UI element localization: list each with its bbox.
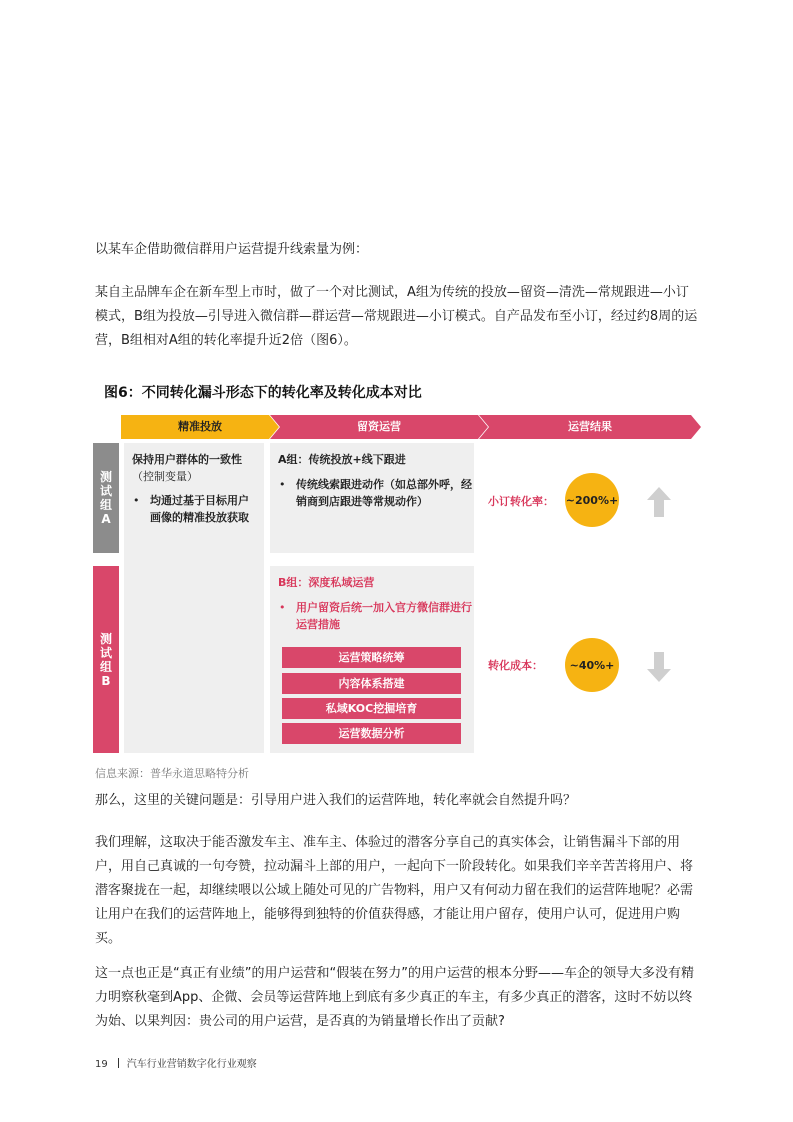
stage-label: 运营结果 — [568, 420, 612, 433]
action-bar-content: 内容体系搭建 — [282, 673, 461, 694]
case-paragraph: 某自主品牌车企在新车型上市时，做了一个对比测试，A组为传统的投放—留资—清洗—常规跟进—小订模式，B组为投放—引导进入微信群—群运营—常规跟进—小订模式。自产品发布至小订，经过约8周的运营，B组相对A组的转化率提升近2倍（图6）。 — [95, 285, 698, 348]
column1-bullet: 均通过基于目标用户画像的精准投放获取 — [150, 494, 249, 524]
result-a-label: 小订转化率： — [488, 495, 554, 508]
targeting-panel — [124, 443, 264, 753]
footer-title: 汽车行业营销数字化行业观察 — [126, 1059, 257, 1070]
footer-divider — [118, 1058, 119, 1068]
action-bar-koc: 私域KOC挖掘培育 — [282, 698, 461, 719]
group-b-label-text: 测试组B — [99, 631, 112, 688]
stage-label: 精准投放 — [178, 420, 222, 433]
result-b-label: 转化成本： — [488, 659, 543, 672]
up-arrow-icon — [647, 487, 671, 521]
question-paragraph: 那么，这里的关键问题是：引导用户进入我们的运营阵地，转化率就会自然提升吗？ — [95, 793, 577, 808]
group-a-bullet: 传统线索跟进动作（如总部外呼，经销商到店跟进等常规动作） — [296, 478, 472, 508]
down-arrow-icon — [647, 652, 671, 686]
stage-chevron-precise-targeting — [121, 415, 279, 439]
bullet-dot: • — [279, 601, 286, 614]
group-b-bullet: 用户留资后统一加入官方微信群进行运营措施 — [296, 601, 472, 631]
action-bar-data: 运营数据分析 — [282, 723, 461, 744]
page-footer — [95, 1055, 257, 1070]
understanding-paragraph: 我们理解，这取决于能否激发车主、准车主、体验过的潜客分享自己的真实体会，让销售漏斗下部的用户，用自己真诚的一句夸赞，拉动漏斗上部的用户，一起向下一阶段转化。如果我们辛辛苦苦将用户、将潜客聚拢在一起，却继续喂以公域上随处可见的广告物料，用户又有何动力留在我们的运营阵地呢？必需让用户在我们的运营阵地上，能够得到独特的价值获得感，才能让用户留存，使用户认可，促进用户购买。 — [95, 835, 694, 946]
column1-subheading: （控制变量） — [132, 470, 198, 483]
stage-label: 留资运营 — [357, 420, 401, 433]
page-number: 19 — [95, 1059, 108, 1070]
column1-heading: 保持用户群体的一致性 — [132, 453, 242, 466]
group-a-side-label — [93, 443, 119, 553]
group-a-label-text: 测试组A — [99, 470, 112, 526]
group-b-side-label — [93, 566, 119, 753]
stage-chevron-lead-operation — [270, 415, 488, 439]
result-a-circle — [565, 473, 619, 527]
figure-title: 图6：不同转化漏斗形态下的转化率及转化成本对比 — [104, 385, 422, 401]
action-bar-strategy: 运营策略统筹 — [282, 647, 461, 668]
bullet-dot: • — [133, 494, 140, 507]
stage-chevron-operation-result — [479, 415, 701, 439]
conclusion-paragraph: 这一点也正是“真正有业绩”的用户运营和“假装在努力”的用户运营的根本分野——车企的领导大多没有精力明察秋毫到App、企微、会员等运营阵地上到底有多少真正的车主，有多少真正的潜客，这时不妨以终为始、以果判因：贵公司的用户运营，是否真的为销量增长作出了贡献? — [95, 966, 694, 1029]
result-a-value: ~200%+ — [565, 493, 619, 507]
bullet-dot: • — [279, 478, 286, 491]
result-b-circle — [565, 638, 619, 692]
source-note: 信息来源：普华永道思略特分析 — [95, 767, 249, 780]
result-b-value: ~40%+ — [569, 658, 615, 672]
intro-paragraph: 以某车企借助微信群用户运营提升线索量为例： — [95, 242, 369, 257]
group-b-heading: B组：深度私域运营 — [278, 576, 375, 589]
group-a-heading: A组：传统投放+线下跟进 — [278, 453, 406, 466]
